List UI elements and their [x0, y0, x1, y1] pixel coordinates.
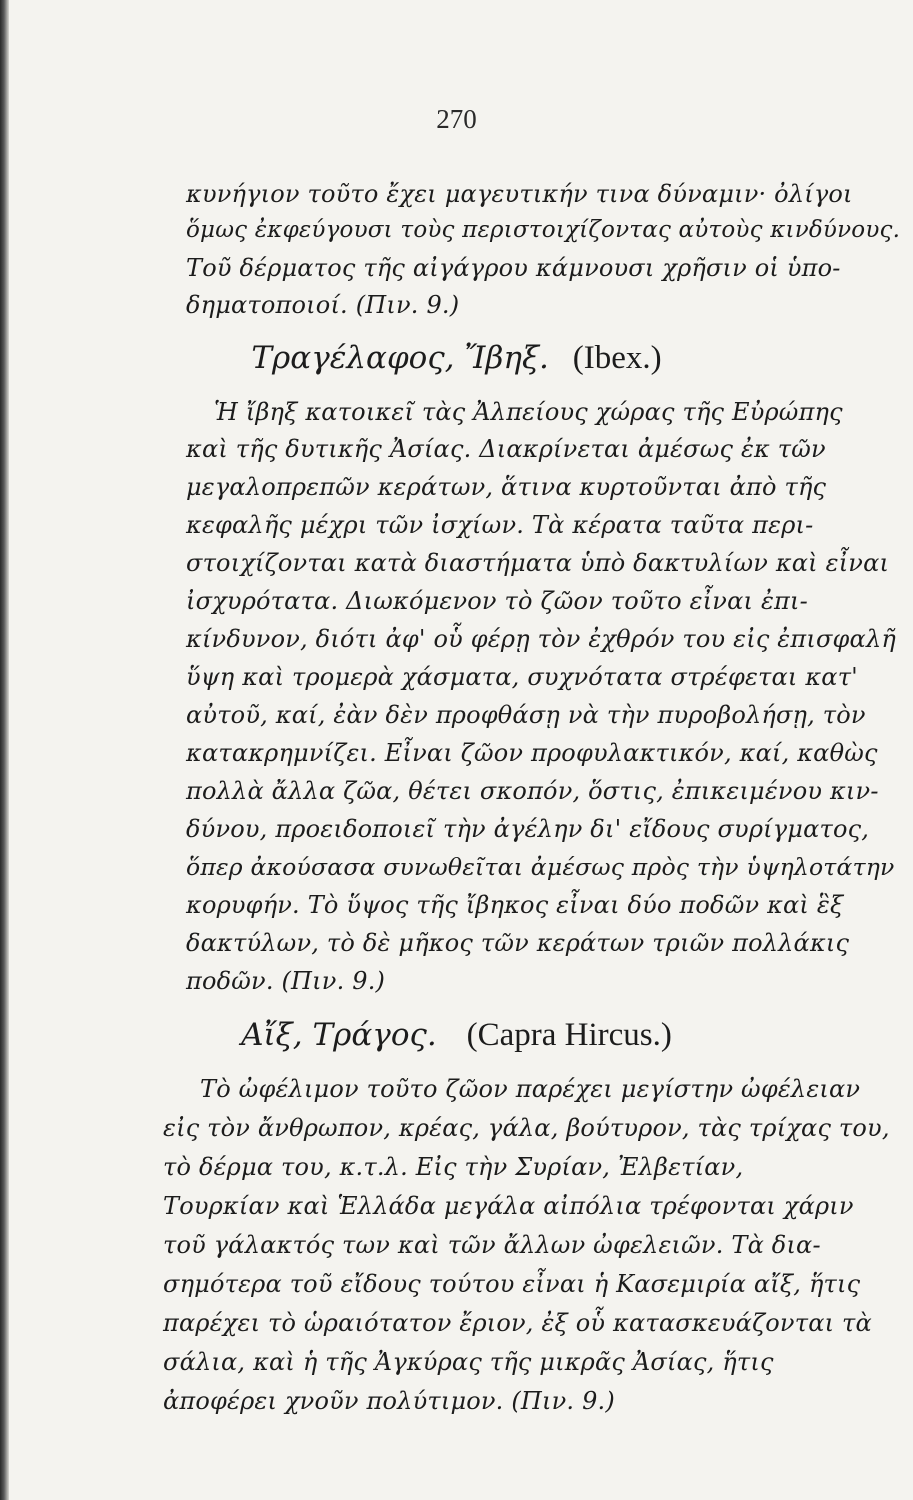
goat-line: Τουρκίαν καὶ Ἑλλάδα μεγάλα αἰπόλια τρέφονται χάριν — [163, 1192, 854, 1220]
ibex-line: καὶ τῆς δυτικῆς Ἀσίας. Διακρίνεται ἀμέσως ἐκ τῶν — [186, 435, 826, 463]
intro-line: κυνήγιον τοῦτο ἔχει μαγευτικήν τινα δύναμιν· ὀλίγοι — [186, 180, 853, 208]
heading-greek-name: Τραγέλαφος, Ἴβηξ. — [251, 340, 549, 376]
ibex-line: ποδῶν. (Πιν. 9.) — [186, 967, 386, 995]
goat-line: σάλια, καὶ ἡ τῆς Ἀγκύρας τῆς μικρᾶς Ἀσίας, ἥτις — [163, 1348, 774, 1376]
heading-latin-name: (Ibex.) — [572, 340, 662, 376]
goat-line: Τὸ ὠφέλιμον τοῦτο ζῶον παρέχει μεγίστην ὠφέλειαν — [200, 1075, 861, 1103]
ibex-line: κίνδυνον, διότι ἀφ' οὗ φέρῃ τὸν ἐχθρόν του εἰς ἐπισφαλῆ — [186, 625, 896, 653]
intro-line: ὅμως ἐκφεύγουσι τοὺς περιστοιχίζοντας αὐτοὺς κινδύνους. — [186, 217, 901, 243]
ibex-line: πολλὰ ἄλλα ζῶα, θέτει σκοπόν, ὅστις, ἐπικειμένου κιν- — [186, 777, 879, 805]
goat-line: τοῦ γάλακτός των καὶ τῶν ἄλλων ὠφελειῶν. Τὰ δια- — [163, 1231, 821, 1259]
page-number: 270 — [436, 104, 477, 134]
goat-line: τὸ δέρμα του, κ.τ.λ. Εἰς τὴν Συρίαν, Ἐλβετίαν, — [163, 1153, 744, 1181]
intro-line: Τοῦ δέρματος τῆς αἰγάγρου κάμνουσι χρῆσιν οἱ ὑπο- — [186, 254, 841, 282]
goat-line: σημότερα τοῦ εἴδους τούτου εἶναι ἡ Κασεμιρία αἴξ, ἥτις — [163, 1270, 861, 1298]
ibex-line: Ἡ ἴβηξ κατοικεῖ τὰς Ἀλπείους χώρας τῆς Εὐρώπης — [214, 398, 843, 426]
section-heading-goat — [0, 1017, 913, 1054]
ibex-line: δακτύλων, τὸ δὲ μῆκος τῶν κεράτων τριῶν πολλάκις — [186, 929, 850, 957]
ibex-line: μεγαλοπρεπῶν κεράτων, ἅτινα κυρτοῦνται ἀπὸ τῆς — [186, 473, 827, 501]
goat-line: παρέχει τὸ ὡραιότατον ἔριον, ἐξ οὗ κατασκευάζονται τὰ — [163, 1309, 872, 1337]
goat-line: ἀποφέρει χνοῦν πολύτιμον. (Πιν. 9.) — [163, 1387, 615, 1415]
ibex-line: κορυφήν. Τὸ ὕψος τῆς ἴβηκος εἶναι δύο ποδῶν καὶ ἓξ — [186, 891, 844, 919]
heading-latin-name: (Capra Hircus.) — [466, 1017, 672, 1053]
scan-edge — [0, 0, 9, 1500]
heading-greek-name: Αἴξ, Τράγος. — [241, 1017, 437, 1053]
ibex-line: αὐτοῦ, καί, ἐὰν δὲν προφθάσῃ νὰ τὴν πυροβολήσῃ, τὸν — [186, 701, 866, 729]
ibex-line: στοιχίζονται κατὰ διαστήματα ὑπὸ δακτυλίων καὶ εἶναι — [186, 549, 890, 577]
ibex-line: ὅπερ ἀκούσασα συνωθεῖται ἀμέσως πρὸς τὴν ὑψηλοτάτην — [186, 853, 895, 881]
ibex-line: ἰσχυρότατα. Διωκόμενον τὸ ζῶον τοῦτο εἶναι ἐπι- — [186, 587, 808, 615]
ibex-line: κεφαλῆς μέχρι τῶν ἰσχίων. Τὰ κέρατα ταῦτα περι- — [186, 511, 814, 539]
section-heading-ibex — [0, 340, 913, 377]
ibex-line: ὕψη καὶ τρομερὰ χάσματα, συχνότατα στρέφεται κατ' — [186, 663, 858, 691]
ibex-line: δύνου, προειδοποιεῖ τὴν ἀγέλην δι' εἴδους συρίγματος, — [186, 815, 870, 843]
ibex-line: κατακρημνίζει. Εἶναι ζῶον προφυλακτικόν, καί, καθὼς — [186, 739, 878, 767]
goat-line: εἰς τὸν ἄνθρωπον, κρέας, γάλα, βούτυρον, τὰς τρίχας του, — [163, 1114, 890, 1142]
intro-line: δηματοποιοί. (Πιν. 9.) — [186, 291, 460, 319]
